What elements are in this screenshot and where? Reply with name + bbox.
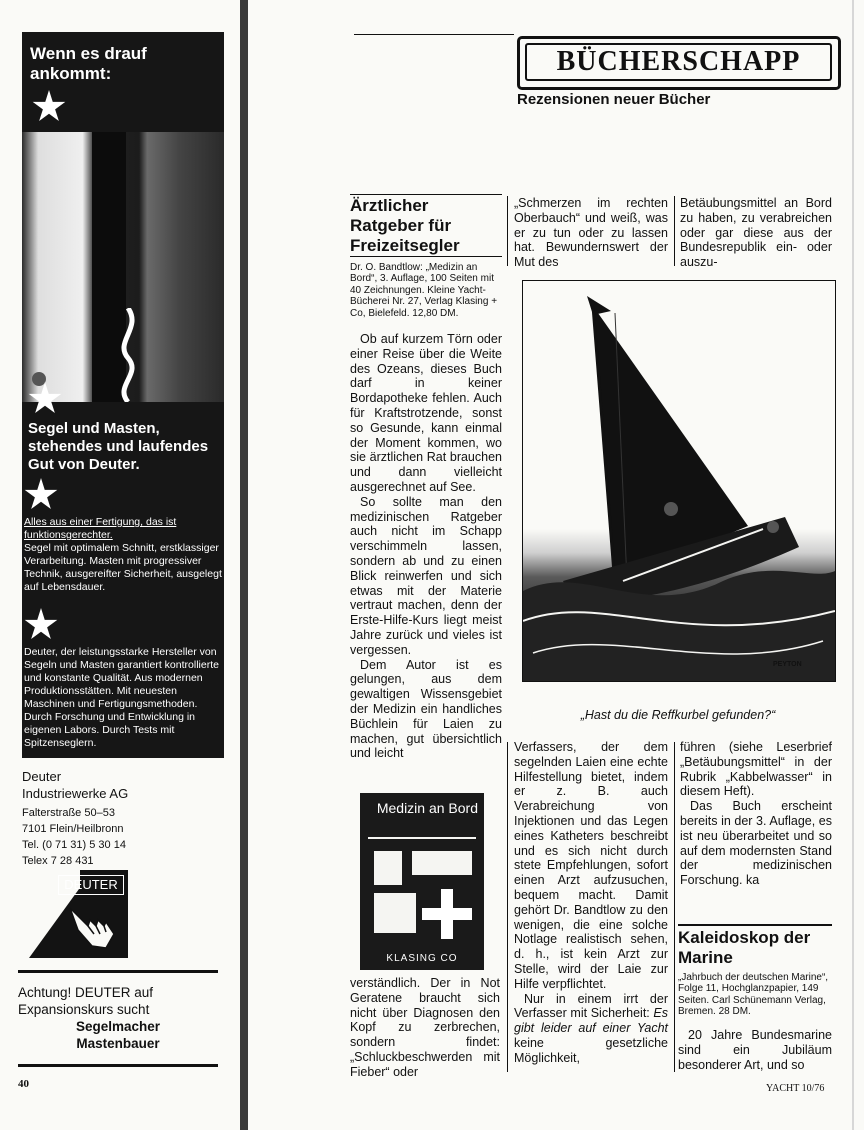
book-reference: „Jahrbuch der deutschen Marine“, Folge 11, Hochglanzpapier, 149 Seiten. Carl Schünemann Verlag, Bremen. 28 DM. xyxy=(678,972,829,1018)
column-rule xyxy=(507,742,508,1072)
section-subhead: Rezensionen neuer Bücher xyxy=(517,91,711,108)
title-rule xyxy=(678,924,832,926)
ad-photo-mast xyxy=(22,132,224,402)
job-mastbuilder: Mastenbauer xyxy=(76,1036,160,1051)
paragraph xyxy=(514,992,668,1066)
star-icon xyxy=(24,608,58,642)
paragraph: Dem Autor ist es gelungen, aus dem gewaltigen Wissensgebiet der Medizin ein handliches Büchlein für Laien zu machen, gut übersichtlich und leicht xyxy=(350,657,502,761)
paragraph: Ob auf kurzem Törn oder einer Reise über die Weite des Ozeans, dieses Buch darf in keiner Bordapotheke fehlen. Auch für Kraftstrotzende, sonst so Gesunde, kann einmal der Moment kommen, wo sie ärztlichen Rat brauchen und dann vielleicht ausgerechnet auf See. xyxy=(350,332,502,494)
ad-paragraph-1-underlined: Alles aus einer Fertigung, das ist funktionsgerechter. xyxy=(24,516,177,541)
text-run: Nur in einem irrt der Verfasser mit Sicherheit: xyxy=(514,991,668,1021)
ad-heading: Wenn es drauf ankommt: xyxy=(30,44,147,83)
pointing-hand-icon xyxy=(66,900,118,952)
header-rule xyxy=(354,34,514,35)
article-2-column xyxy=(678,1028,832,1072)
telephone: Tel. (0 71 31) 5 30 14 xyxy=(22,839,126,851)
paragraph: verständlich. Der in Not Geratene braucht sich nicht über Diagnosen den Kopf zu zerbrechen, sondern findet: „Schluckbeschwerden mit Fieber“ oder xyxy=(350,976,500,1079)
text-run: keine gesetzliche Möglichkeit, xyxy=(514,1035,668,1065)
masthead-frame xyxy=(517,36,841,90)
paragraph: 20 Jahre Bundesmarine sind ein Jubiläum besonderer Art, und so xyxy=(678,1028,832,1072)
company-address xyxy=(22,768,222,869)
company-name-1: Deuter xyxy=(22,769,62,784)
article-column-1-continued xyxy=(350,976,500,1080)
cover-block xyxy=(374,851,402,885)
paragraph: So sollte man den medizinischen Ratgeber auch nicht im Schapp verschimmeln lassen, sondern ab und zu einen Blick reinwerfen und sich etwas mit der Materie vertraut machen, denn der Erste-Hilfe-Kurs liegt meist Jahre zurück und vieles ist vergessen. xyxy=(350,494,502,657)
paragraph: führen (siehe Leserbrief „Betäubungsmittel“ in der Rubrik „Kabbelwasser“ in diesem Heft). xyxy=(680,740,832,799)
ad-paragraph-1 xyxy=(24,516,222,594)
book-cover-publisher: KLASING CO xyxy=(386,953,458,964)
column-rule xyxy=(674,742,675,1072)
company-name-2: Industriewerke AG xyxy=(22,786,129,801)
article-column-1 xyxy=(350,332,502,761)
article-column-3-top xyxy=(680,196,832,270)
emphasis: Es gibt leider auf einer Yacht xyxy=(514,1006,668,1036)
star-icon xyxy=(24,478,58,512)
city: 7101 Flein/Heilbronn xyxy=(22,823,124,835)
paragraph: Betäubungsmittel an Bord zu haben, zu verabreichen oder gar diese aus der Bundesrepublik ein- oder auszu- xyxy=(680,196,832,270)
cover-stripe xyxy=(368,837,476,839)
book-reference: Dr. O. Bandtlow: „Medizin an Bord“, 3. Auflage, 100 Seiten mit 40 Zeichnungen. Kleine Yacht-Bücherei Nr. 27, Verlag Klasing + Co, Bielefeld. 12,80 DM. xyxy=(350,262,498,319)
deuter-advertisement xyxy=(22,32,224,758)
ad-paragraph-1-rest: Segel mit optimalem Schnitt, erstklassiger Verarbeitung. Masten mit progressiver Technik, ausgereifter Sicherheit, ausgelegt auf Lebensdauer. xyxy=(24,542,222,593)
sailing-boat-illustration xyxy=(522,280,836,682)
medical-cross-icon xyxy=(422,889,472,939)
article-title: Kaleidoskop der Marine xyxy=(678,928,811,967)
book-cover-title: Medizin an Bord xyxy=(376,800,478,816)
page-number-left: 40 xyxy=(18,1078,29,1090)
star-icon xyxy=(32,90,66,124)
ad-paragraph-2: Deuter, der leistungsstarke Hersteller von Segeln und Masten garantiert kontrollierte und konstante Qualität. Aus modernen Produktionsstätten. Mit neuesten Maschinen und Fertigungsmethoden. Durch Forschung und Entwicklung in eigenen Labors. Durch Tests mit Spitzenseglern. xyxy=(24,646,219,749)
street: Falterstraße 50–53 xyxy=(22,807,115,819)
page-footer: YACHT 10/76 xyxy=(766,1083,825,1094)
column-rule xyxy=(507,196,508,266)
paragraph: „Schmerzen im rechten Oberbauch“ und weiß, was er zu tun oder zu lassen hat. Bewundernswert der Mut des xyxy=(514,196,668,270)
sailboat-drawing xyxy=(523,281,835,681)
divider xyxy=(18,970,218,973)
cover-block xyxy=(412,851,472,875)
job-sailmaker: Segelmacher xyxy=(75,1019,161,1034)
job-callout xyxy=(18,984,218,1052)
book-cover-image xyxy=(360,793,484,970)
article-column-2-bottom xyxy=(514,740,668,1066)
winch-icon xyxy=(32,372,46,386)
paragraph: Verfassers, der dem segelnden Laien eine echte Hilfestellung bietet, indem er z. B. auch Verabreichung von Injektionen und das Legen eines Katheters beschreibt und es sich nicht durch stete Empfehlungen, sofort einen Arzt aufzusuchen, bequem macht. Damit gehört Dr. Bandtlow zu den wenigen, die eine solche Notlage realistisch sehen, d. h., ist kein Arzt zur Stelle, wird der Laie zur Hilfe verpflichtet. xyxy=(514,740,668,991)
page-gutter-shadow xyxy=(240,0,248,1130)
cover-block xyxy=(374,893,416,933)
title-rule xyxy=(350,256,502,257)
illustrator-signature: PEYTON xyxy=(773,661,802,668)
masthead-title: BÜCHERSCHAPP xyxy=(525,43,832,81)
title-rule xyxy=(350,194,502,195)
logo-text: DEUTER xyxy=(58,875,124,895)
column-rule xyxy=(674,196,675,266)
article-title: Ärztlicher Ratgeber für Freizeitsegler xyxy=(350,196,460,255)
divider xyxy=(18,1064,218,1067)
paragraph: Das Buch erscheint bereits in der 3. Auflage, es ist neu überarbeitet und so auf dem modernsten Stand der medizinischen Forschung. ka xyxy=(680,799,832,888)
illustration-caption: „Hast du die Reffkurbel gefunden?“ xyxy=(580,708,776,722)
article-column-3-bottom xyxy=(680,740,832,888)
rope-coil-icon xyxy=(108,308,148,402)
telex: Telex 7 28 431 xyxy=(22,855,94,867)
deuter-logo xyxy=(20,870,128,958)
page-edge xyxy=(852,0,854,1130)
callout-text: Achtung! DEUTER auf Expansionskurs sucht xyxy=(18,985,154,1017)
ad-headline: Segel und Masten, stehendes und laufendes Gut von Deuter. xyxy=(28,420,209,473)
article-column-2-top xyxy=(514,196,668,270)
